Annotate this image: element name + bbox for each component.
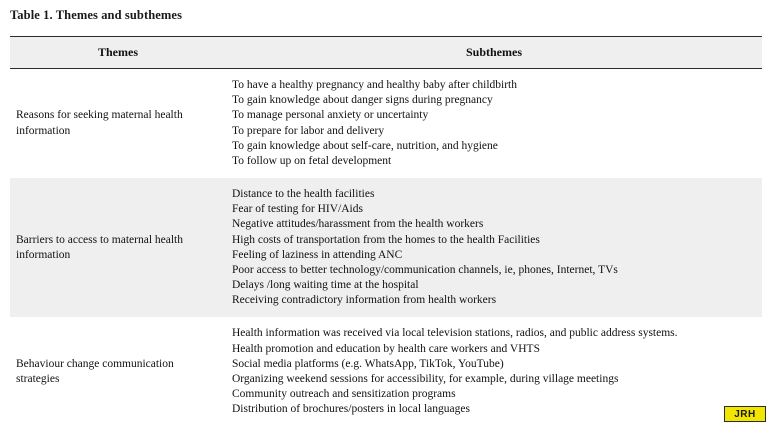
subtheme-line: Health promotion and education by health care workers and VHTS	[232, 342, 540, 355]
table-row	[10, 69, 762, 179]
subtheme-line: To gain knowledge about self-care, nutrition, and hygiene	[232, 139, 498, 152]
theme-cell: Barriers to access to maternal health information	[10, 178, 226, 317]
subtheme-line: Fear of testing for HIV/Aids	[232, 203, 363, 216]
column-header-themes: Themes	[10, 37, 226, 69]
journal-logo	[724, 406, 766, 422]
subtheme-line: Community outreach and sensitization programs	[232, 388, 456, 401]
subtheme-line: Distribution of brochures/posters in local languages	[232, 403, 470, 416]
subthemes-cell	[226, 317, 762, 426]
subtheme-line: Distance to the health facilities	[232, 188, 375, 201]
subtheme-line: To prepare for labor and delivery	[232, 124, 385, 137]
subtheme-line: To follow up on fetal development	[232, 154, 392, 167]
table-body	[10, 69, 762, 426]
subtheme-line: Poor access to better technology/communication channels, ie, phones, Internet, TVs	[232, 263, 618, 276]
subtheme-line: Organizing weekend sessions for accessibility, for example, during village meetings	[232, 372, 619, 385]
theme-cell: Behaviour change communication strategies	[10, 317, 226, 426]
subtheme-line: Delays /long waiting time at the hospital	[232, 279, 419, 292]
journal-logo-label: JRH	[734, 408, 756, 420]
subtheme-line: Negative attitudes/harassment from the health workers	[232, 218, 484, 231]
subtheme-line: Receiving contradictory information from health workers	[232, 294, 497, 307]
subtheme-line: Social media platforms (e.g. WhatsApp, TikTok, YouTube)	[232, 357, 504, 370]
subthemes-cell	[226, 69, 762, 179]
subtheme-line: To gain knowledge about danger signs during pregnancy	[232, 94, 493, 107]
subtheme-line: Health information was received via local television stations, radios, and public address systems.	[232, 327, 678, 340]
table-header	[10, 37, 762, 69]
themes-table	[10, 36, 762, 426]
subtheme-line: To have a healthy pregnancy and healthy baby after childbirth	[232, 79, 517, 91]
subtheme-line: Feeling of laziness in attending ANC	[232, 248, 403, 261]
subtheme-line: High costs of transportation from the homes to the health Facilities	[232, 233, 540, 246]
table-header-row	[10, 37, 762, 69]
subtheme-line: To manage personal anxiety or uncertainty	[232, 109, 429, 122]
table-caption: Table 1. Themes and subthemes	[10, 8, 183, 22]
theme-cell: Reasons for seeking maternal health information	[16, 109, 183, 137]
column-header-subthemes: Subthemes	[226, 37, 762, 69]
subthemes-cell	[226, 178, 762, 317]
table-row	[10, 317, 762, 426]
table-row	[10, 178, 762, 317]
